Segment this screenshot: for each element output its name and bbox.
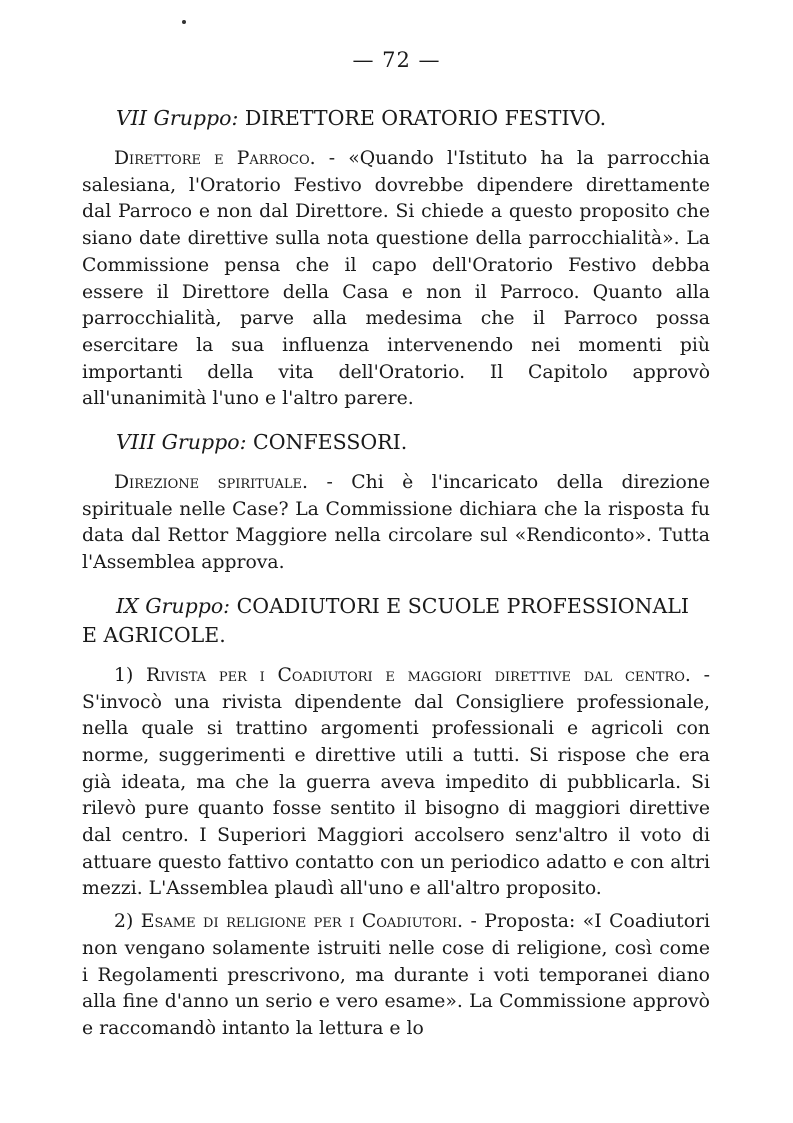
paragraph-text: - «Quando l'Istituto ha la parrocchia salesiana, l'Oratorio Festivo dovrebbe dipendere direttamente dal Parroco e non dal Direttore. Si chiede a questo proposito che siano date direttive sulla nota questione della parrocchialità». La Commissione pensa che il capo dell'Oratorio Festivo debba essere il Direttore della Casa e non il Parroco. Quanto alla parrocchialità, parve alla medesima che il Parroco possa esercitare la sua influenza intervenendo nei momenti più importanti della vita dell'Oratorio. Il Capitolo approvò all'unanimità l'uno e l'altro parere. bbox=[82, 148, 710, 410]
paragraph-text: - Chi è l'incaricato della direzione spirituale nelle Case? La Commissione dichiara che la risposta fu data dal Rettor Maggiore nella circolare sul «Rendiconto». Tutta l'Assemblea approva. bbox=[82, 472, 710, 574]
section-heading bbox=[82, 104, 710, 133]
paragraph-lead: 2) Esame di religione per i Coadiutori. bbox=[114, 911, 463, 933]
section-heading bbox=[82, 428, 710, 457]
paragraph bbox=[82, 663, 710, 903]
page-content bbox=[82, 104, 710, 1043]
paragraph-text: - Proposta: «I Coadiutori non vengano solamente istruiti nelle cose di religione, così come i Regolamenti prescrivono, ma durante i voti temporanei diano alla fine d'anno un serio e vero esame». La Commissione approvò e raccomandò intanto la lettura e lo bbox=[82, 911, 710, 1039]
group-title: DIRETTORE ORATORIO FESTIVO. bbox=[244, 106, 607, 130]
section-ix bbox=[82, 592, 710, 1043]
paragraph-lead: Direttore e Parroco. bbox=[114, 148, 316, 169]
paragraph-text: - S'invocò una rivista dipendente dal Consigliere professionale, nella quale si trattino argomenti professionali e agricoli con norme, suggerimenti e direttive utili a tutti. Si rispose che era già ideata, ma che la guerra aveva impedito di pubblicarla. Si rilevò pure quanto fosse sentito il bisogno di maggiori direttive dal centro. I Superiori Maggiori accolsero senz'altro il voto di attuare questo fattivo contatto con un periodico adatto e con altri mezzi. L'Assemblea plaudì all'uno e all'altro proposito. bbox=[82, 664, 710, 900]
paragraph bbox=[82, 470, 710, 577]
group-title: CONFESSORI. bbox=[253, 430, 408, 455]
paragraph bbox=[82, 146, 710, 413]
section-viii bbox=[82, 428, 710, 577]
group-label: VIII Gruppo: bbox=[116, 430, 247, 455]
paragraph-lead: 1) Rivista per i Coadiutori e maggiori direttive dal centro. bbox=[114, 664, 691, 686]
group-title: COADIUTORI E SCUOLE PROFESSIONALI E AGRICOLE. bbox=[82, 593, 689, 647]
ink-speck bbox=[182, 20, 186, 24]
group-label: IX Gruppo: bbox=[116, 593, 231, 618]
section-heading bbox=[82, 592, 710, 650]
paragraph-lead: Direzione spirituale. bbox=[114, 472, 309, 494]
page-number: — 72 — bbox=[352, 48, 441, 72]
group-label: VII Gruppo: bbox=[116, 106, 239, 130]
paragraph bbox=[82, 909, 710, 1043]
section-vii bbox=[82, 104, 710, 413]
